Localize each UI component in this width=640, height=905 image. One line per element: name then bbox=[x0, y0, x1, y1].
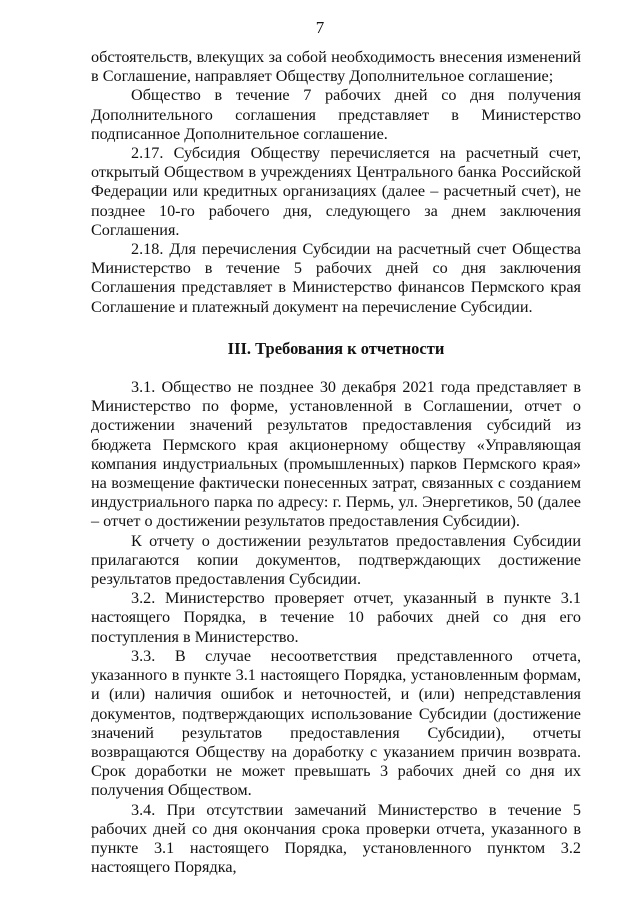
paragraph-2-17: 2.17. Субсидия Обществу перечисляется на расчетный счет, открытый Обществом в учреждениях Центрального банка Российской Федерации или кредитных организациях (далее – расчетный счет), не позднее 10-го рабочего дня, следующего за днем заключения Соглашения. bbox=[91, 144, 581, 239]
page-number: 7 bbox=[315, 18, 325, 37]
paragraph-3-3: 3.3. В случае несоответствия представленного отчета, указанного в пункте 3.1 настоящего Порядка, установленным формам, и (или) наличия ошибок и неточностей, и (или) непредставления документов, подтверждающих использование Субсидии (достижение значений результатов предоставления Субсидии), отчеты возвращаются Обществу на доработку с указанием причин возврата. Срок доработки не может превышать 3 рабочих дней со дня их получения Обществом. bbox=[91, 646, 581, 800]
paragraph-supplementary-agreement: Общество в течение 7 рабочих дней со дня получения Дополнительного соглашения представляет в Министерство подписанное Дополнительное соглашение. bbox=[91, 86, 581, 143]
spacer bbox=[91, 358, 581, 378]
paragraph-continuation: обстоятельств, влекущих за собой необходимость внесения изменений в Соглашение, направляет Обществу Дополнительное соглашение; bbox=[91, 48, 581, 86]
spacer bbox=[91, 317, 581, 339]
paragraph-report-attachments: К отчету о достижении результатов предоставления Субсидии прилагаются копии документов, подтверждающих достижение результатов предоставления Субсидии. bbox=[91, 531, 581, 589]
paragraph-3-4: 3.4. При отсутствии замечаний Министерство в течение 5 рабочих дней со дня окончания срока проверки отчета, указанного в пункте 3.1 настоящего Порядка, установленного пунктом 3.2 настоящего Порядка, bbox=[91, 800, 581, 877]
document-body bbox=[91, 48, 581, 877]
paragraph-3-1: 3.1. Общество не позднее 30 декабря 2021 года представляет в Министерство по форме, установленной в Соглашении, отчет о достижении значений результатов предоставления субсидий из бюджета Пермского края акционерному обществу «Управляющая компания индустриальных (промышленных) парков Пермского края» на возмещение фактически понесенных затрат, связанных с созданием индустриального парка по адресу: г. Пермь, ул. Энергетиков, 50 (далее – отчет о достижении результатов предоставления Субсидии). bbox=[91, 378, 581, 531]
section-heading: III. Требования к отчетности bbox=[227, 338, 445, 358]
paragraph-3-2: 3.2. Министерство проверяет отчет, указанный в пункте 3.1 настоящего Порядка, в течение 10 рабочих дней со дня его поступления в Министерство. bbox=[91, 589, 581, 646]
paragraph-2-18: 2.18. Для перечисления Субсидии на расчетный счет Общества Министерство в течение 5 рабочих дней со дня заключения Соглашения представляет в Министерство финансов Пермского края Соглашение и платежный документ на перечисление Субсидии. bbox=[91, 240, 581, 316]
